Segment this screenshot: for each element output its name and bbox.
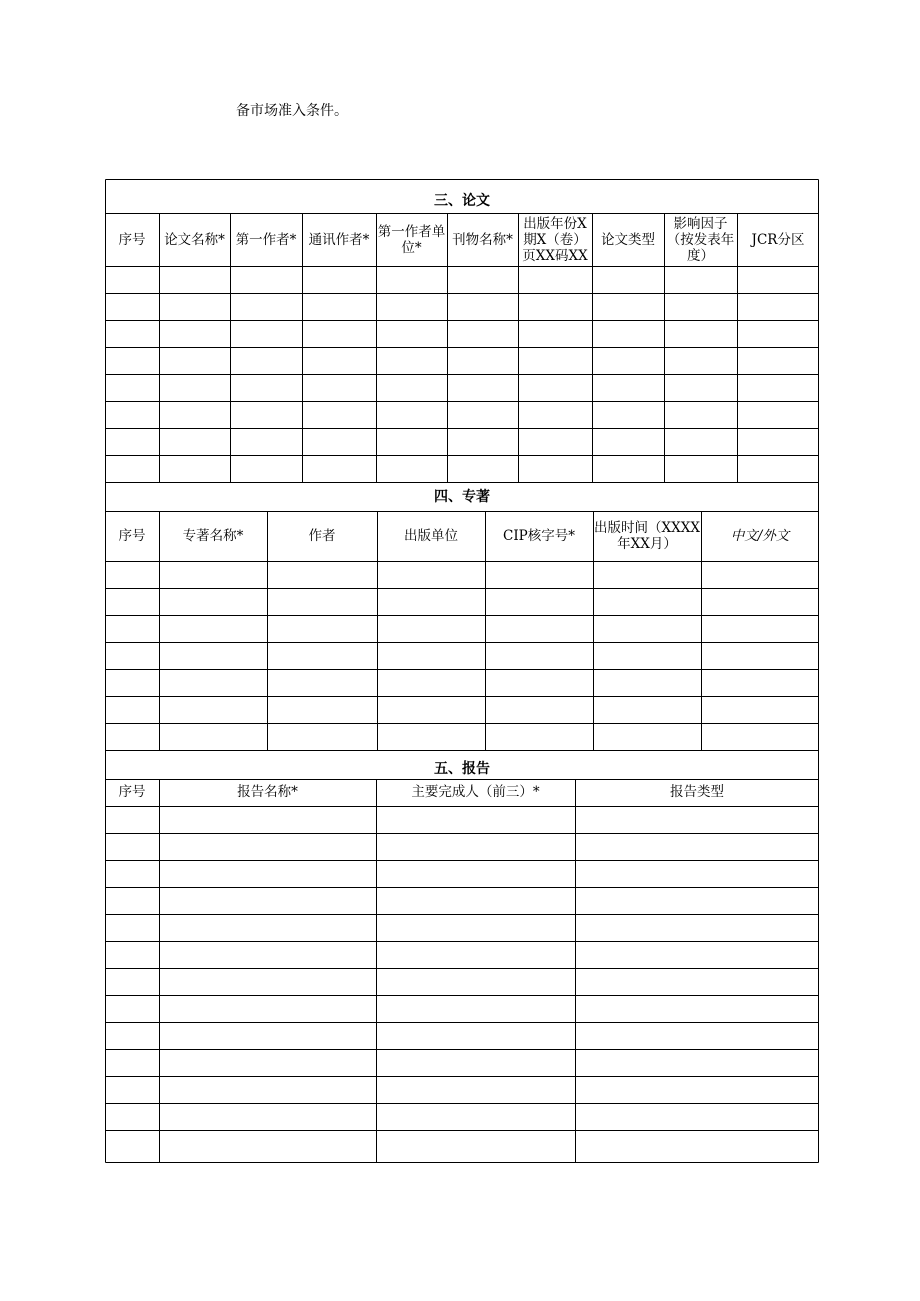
papers-cell[interactable] <box>230 374 302 401</box>
papers-cell[interactable] <box>592 320 664 347</box>
reports-cell[interactable] <box>159 833 376 860</box>
monographs-cell[interactable] <box>159 561 267 588</box>
reports-cell[interactable] <box>159 995 376 1022</box>
papers-cell[interactable] <box>664 293 737 320</box>
papers-cell[interactable] <box>664 266 737 293</box>
papers-cell[interactable] <box>518 266 592 293</box>
papers-cell[interactable] <box>592 401 664 428</box>
monographs-header-date: 出版时间（XXXX年XX月） <box>594 520 700 552</box>
papers-cell[interactable] <box>302 347 376 374</box>
reports-cell[interactable] <box>105 833 159 860</box>
monographs-cell[interactable] <box>701 642 819 669</box>
monographs-cell[interactable] <box>159 723 267 750</box>
monographs-cell[interactable] <box>701 669 819 696</box>
reports-header-title: 报告名称* <box>237 784 298 800</box>
papers-cell[interactable] <box>518 401 592 428</box>
papers-cell[interactable] <box>302 320 376 347</box>
papers-cell[interactable] <box>159 266 230 293</box>
papers-header-corresponding-author: 通讯作者* <box>308 231 370 248</box>
papers-title: 三、论文 <box>434 193 490 209</box>
papers-cell[interactable] <box>518 347 592 374</box>
monographs-cell[interactable] <box>485 669 593 696</box>
papers-cell[interactable] <box>737 374 819 401</box>
papers-cell[interactable] <box>592 347 664 374</box>
reports-cell[interactable] <box>159 914 376 941</box>
reports-cell[interactable] <box>376 1049 575 1076</box>
papers-cell[interactable] <box>664 374 737 401</box>
monographs-cell[interactable] <box>267 615 377 642</box>
papers-cell[interactable] <box>159 455 230 482</box>
papers-cell[interactable] <box>737 428 819 455</box>
papers-header-index: 序号 <box>118 231 146 248</box>
papers-cell[interactable] <box>592 455 664 482</box>
papers-cell[interactable] <box>230 320 302 347</box>
papers-cell[interactable] <box>737 455 819 482</box>
monographs-cell[interactable] <box>159 642 267 669</box>
reports-cell[interactable] <box>575 1022 819 1049</box>
achievement-tables <box>105 179 819 1163</box>
monographs-cell[interactable] <box>105 642 159 669</box>
reports-cell[interactable] <box>105 968 159 995</box>
papers-cell[interactable] <box>664 347 737 374</box>
reports-cell[interactable] <box>159 1076 376 1103</box>
papers-cell[interactable] <box>105 293 159 320</box>
papers-cell[interactable] <box>376 347 447 374</box>
reports-cell[interactable] <box>575 860 819 887</box>
papers-cell[interactable] <box>230 293 302 320</box>
monographs-cell[interactable] <box>377 723 485 750</box>
papers-cell[interactable] <box>302 293 376 320</box>
papers-header-journal: 刊物名称* <box>452 231 513 248</box>
papers-cell[interactable] <box>376 428 447 455</box>
monographs-cell[interactable] <box>701 615 819 642</box>
papers-cell[interactable] <box>447 455 518 482</box>
reports-cell[interactable] <box>575 1076 819 1103</box>
monographs-cell[interactable] <box>105 723 159 750</box>
papers-cell[interactable] <box>447 266 518 293</box>
papers-cell[interactable] <box>105 428 159 455</box>
reports-cell[interactable] <box>105 1130 159 1157</box>
papers-cell[interactable] <box>592 266 664 293</box>
monographs-cell[interactable] <box>105 615 159 642</box>
papers-cell[interactable] <box>376 266 447 293</box>
papers-cell[interactable] <box>376 401 447 428</box>
reports-cell[interactable] <box>159 860 376 887</box>
papers-cell[interactable] <box>447 347 518 374</box>
papers-cell[interactable] <box>105 374 159 401</box>
papers-cell[interactable] <box>737 293 819 320</box>
reports-cell[interactable] <box>105 1076 159 1103</box>
monographs-header-cip: CIP核字号* <box>503 528 575 544</box>
monographs-cell[interactable] <box>267 588 377 615</box>
reports-cell[interactable] <box>575 995 819 1022</box>
papers-cell[interactable] <box>447 428 518 455</box>
reports-cell[interactable] <box>376 1130 575 1157</box>
papers-cell[interactable] <box>737 320 819 347</box>
papers-cell[interactable] <box>230 266 302 293</box>
papers-cell[interactable] <box>592 428 664 455</box>
reports-cell[interactable] <box>575 914 819 941</box>
papers-header-publication: 出版年份X期X（卷）页XX码XX <box>522 215 588 264</box>
papers-cell[interactable] <box>664 455 737 482</box>
reports-cell[interactable] <box>105 1049 159 1076</box>
papers-header-title: 论文名称* <box>164 231 225 248</box>
monographs-cell[interactable] <box>377 642 485 669</box>
papers-cell[interactable] <box>447 374 518 401</box>
reports-cell[interactable] <box>575 1130 819 1157</box>
monographs-header-language: 中文/外文 <box>730 528 790 544</box>
reports-cell[interactable] <box>159 887 376 914</box>
papers-cell[interactable] <box>518 455 592 482</box>
reports-cell[interactable] <box>159 806 376 833</box>
papers-cell[interactable] <box>159 320 230 347</box>
reports-header-contributors: 主要完成人（前三）* <box>411 784 540 800</box>
reports-cell[interactable] <box>105 806 159 833</box>
papers-cell[interactable] <box>664 428 737 455</box>
monographs-header-author: 作者 <box>308 528 336 544</box>
papers-header-first-author-affiliation: 第一作者单位* <box>377 223 446 256</box>
reports-cell[interactable] <box>575 887 819 914</box>
reports-cell[interactable] <box>376 1022 575 1049</box>
monographs-cell[interactable] <box>105 669 159 696</box>
papers-cell[interactable] <box>447 293 518 320</box>
monographs-cell[interactable] <box>701 588 819 615</box>
reports-cell[interactable] <box>105 1022 159 1049</box>
papers-cell[interactable] <box>230 455 302 482</box>
papers-cell[interactable] <box>737 401 819 428</box>
monographs-cell[interactable] <box>701 561 819 588</box>
monographs-cell[interactable] <box>593 723 701 750</box>
monographs-cell[interactable] <box>267 561 377 588</box>
monographs-header-publisher: 出版单位 <box>404 528 458 544</box>
reports-cell[interactable] <box>159 1103 376 1130</box>
papers-cell[interactable] <box>376 293 447 320</box>
monographs-cell[interactable] <box>377 669 485 696</box>
papers-cell[interactable] <box>518 428 592 455</box>
papers-cell[interactable] <box>737 347 819 374</box>
monographs-cell[interactable] <box>105 588 159 615</box>
reports-cell[interactable] <box>575 833 819 860</box>
papers-cell[interactable] <box>592 374 664 401</box>
monographs-cell[interactable] <box>377 588 485 615</box>
papers-cell[interactable] <box>230 347 302 374</box>
papers-header-impact-factor: 影响因子（按发表年度） <box>666 215 735 264</box>
monographs-title: 四、专著 <box>434 489 490 505</box>
reports-cell[interactable] <box>159 1130 376 1157</box>
papers-cell[interactable] <box>105 347 159 374</box>
papers-cell[interactable] <box>302 455 376 482</box>
papers-cell[interactable] <box>302 374 376 401</box>
monographs-cell[interactable] <box>593 642 701 669</box>
reports-cell[interactable] <box>376 1103 575 1130</box>
papers-header-jcr: JCR分区 <box>751 231 805 248</box>
reports-cell[interactable] <box>575 968 819 995</box>
papers-cell[interactable] <box>105 266 159 293</box>
reports-cell[interactable] <box>105 887 159 914</box>
monographs-cell[interactable] <box>105 561 159 588</box>
monographs-cell[interactable] <box>159 588 267 615</box>
reports-cell[interactable] <box>575 1103 819 1130</box>
monographs-cell[interactable] <box>593 696 701 723</box>
papers-cell[interactable] <box>302 428 376 455</box>
reports-header-index: 序号 <box>118 784 146 800</box>
reports-title: 五、报告 <box>434 761 490 777</box>
monographs-cell[interactable] <box>159 696 267 723</box>
papers-cell[interactable] <box>737 266 819 293</box>
papers-cell[interactable] <box>159 347 230 374</box>
monographs-header-index: 序号 <box>118 528 146 544</box>
monographs-cell[interactable] <box>267 696 377 723</box>
monographs-cell[interactable] <box>485 615 593 642</box>
lead-text: 备市场准入条件。 <box>236 103 348 119</box>
papers-cell[interactable] <box>518 320 592 347</box>
monographs-cell[interactable] <box>593 615 701 642</box>
monographs-cell[interactable] <box>593 588 701 615</box>
monographs-cell[interactable] <box>377 696 485 723</box>
monographs-cell[interactable] <box>377 561 485 588</box>
papers-cell[interactable] <box>302 401 376 428</box>
monographs-cell[interactable] <box>485 696 593 723</box>
papers-cell[interactable] <box>376 320 447 347</box>
papers-cell[interactable] <box>447 320 518 347</box>
reports-cell[interactable] <box>376 806 575 833</box>
reports-cell[interactable] <box>376 833 575 860</box>
papers-header-first-author: 第一作者* <box>235 231 297 248</box>
reports-cell[interactable] <box>159 941 376 968</box>
reports-cell[interactable] <box>105 860 159 887</box>
papers-cell[interactable] <box>664 320 737 347</box>
papers-cell[interactable] <box>302 266 376 293</box>
monographs-cell[interactable] <box>701 723 819 750</box>
monographs-cell[interactable] <box>485 642 593 669</box>
reports-cell[interactable] <box>159 1022 376 1049</box>
monographs-cell[interactable] <box>485 561 593 588</box>
papers-cell[interactable] <box>159 401 230 428</box>
papers-cell[interactable] <box>159 374 230 401</box>
reports-cell[interactable] <box>376 860 575 887</box>
papers-cell[interactable] <box>159 428 230 455</box>
monographs-cell[interactable] <box>159 615 267 642</box>
monographs-cell[interactable] <box>159 669 267 696</box>
papers-cell[interactable] <box>230 401 302 428</box>
papers-cell[interactable] <box>447 401 518 428</box>
reports-cell[interactable] <box>376 1076 575 1103</box>
reports-cell[interactable] <box>575 1049 819 1076</box>
papers-cell[interactable] <box>230 428 302 455</box>
monographs-cell[interactable] <box>267 642 377 669</box>
papers-cell[interactable] <box>105 401 159 428</box>
reports-header-type: 报告类型 <box>670 784 724 800</box>
papers-cell[interactable] <box>518 293 592 320</box>
monographs-cell[interactable] <box>593 669 701 696</box>
monographs-cell[interactable] <box>485 588 593 615</box>
reports-cell[interactable] <box>376 887 575 914</box>
papers-cell[interactable] <box>376 374 447 401</box>
reports-cell[interactable] <box>376 968 575 995</box>
reports-cell[interactable] <box>105 1103 159 1130</box>
monographs-header-title: 专著名称* <box>182 528 244 544</box>
papers-cell[interactable] <box>664 401 737 428</box>
monographs-cell[interactable] <box>377 615 485 642</box>
reports-cell[interactable] <box>575 806 819 833</box>
reports-cell[interactable] <box>105 995 159 1022</box>
monographs-cell[interactable] <box>701 696 819 723</box>
papers-header-type: 论文类型 <box>601 231 655 248</box>
papers-cell[interactable] <box>376 455 447 482</box>
monographs-cell[interactable] <box>105 696 159 723</box>
papers-cell[interactable] <box>518 374 592 401</box>
reports-cell[interactable] <box>376 914 575 941</box>
reports-cell[interactable] <box>159 968 376 995</box>
papers-cell[interactable] <box>159 293 230 320</box>
reports-cell[interactable] <box>376 995 575 1022</box>
papers-cell[interactable] <box>105 455 159 482</box>
papers-cell[interactable] <box>105 320 159 347</box>
reports-cell[interactable] <box>105 941 159 968</box>
reports-cell[interactable] <box>575 941 819 968</box>
monographs-cell[interactable] <box>485 723 593 750</box>
monographs-cell[interactable] <box>267 723 377 750</box>
monographs-cell[interactable] <box>267 669 377 696</box>
reports-cell[interactable] <box>159 1049 376 1076</box>
papers-cell[interactable] <box>592 293 664 320</box>
reports-cell[interactable] <box>376 941 575 968</box>
reports-cell[interactable] <box>105 914 159 941</box>
monographs-cell[interactable] <box>593 561 701 588</box>
